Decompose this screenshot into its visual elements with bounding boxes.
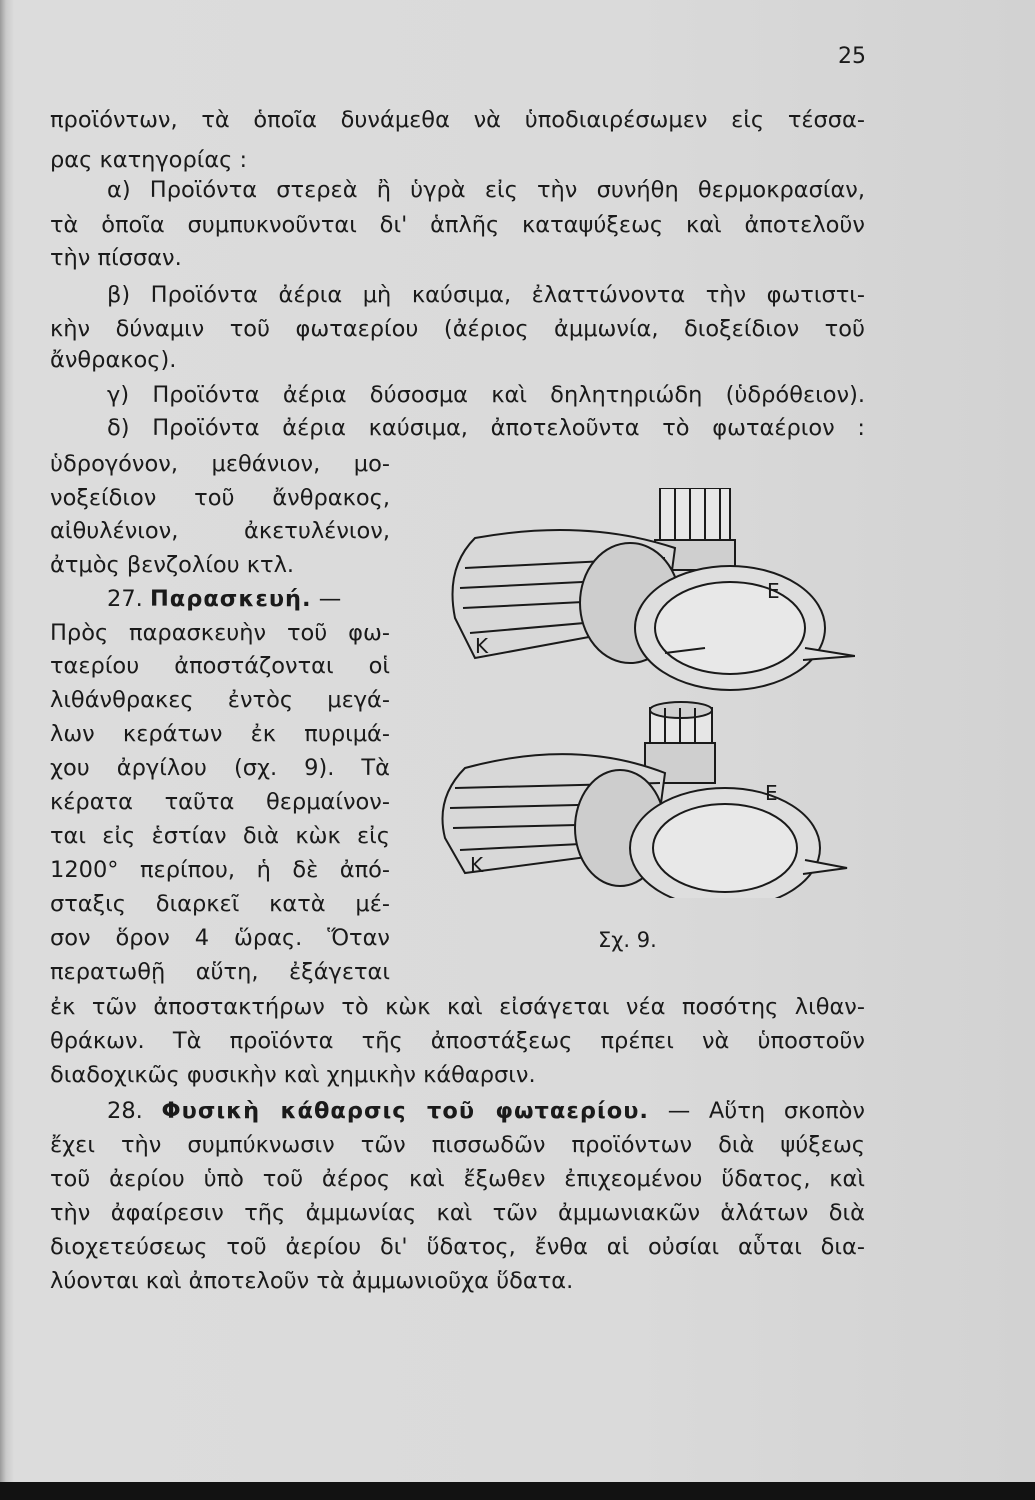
label-k-upper: Κ (475, 634, 489, 658)
text-line: περατωθῇ αὕτη, ἐξάγεται (50, 959, 390, 985)
text-line: ἀτμὸς βενζολίου κτλ. (50, 552, 295, 578)
text-line: διοχετεύσεως τοῦ ἀερίου δι' ὕδατος, ἔνθα αἱ οὐσίαι αὗται δια- (50, 1234, 865, 1260)
retort-illustration (435, 488, 855, 898)
scan-border (0, 1482, 1035, 1500)
text-line: γ) Προϊόντα ἀέρια δύσοσμα καὶ δηλητηριώδη (ὑδρόθειον). (107, 382, 865, 408)
text-line: τὴν πίσσαν. (50, 245, 182, 271)
heading-dash: — (311, 586, 342, 612)
text-line: ται εἰς ἑστίαν διὰ κὼκ εἰς (50, 823, 390, 849)
text-line: ἔχει τὴν συμπύκνωσιν τῶν πισσωδῶν προϊόντων διὰ ψύξεως (50, 1132, 865, 1158)
text-line: λύονται καὶ ἀποτελοῦν τὰ ἀμμωνιοῦχα ὕδατα. (50, 1268, 574, 1294)
text-line: Πρὸς παρασκευὴν τοῦ φω- (50, 620, 390, 646)
text-line: κὴν δύναμιν τοῦ φωταερίου (ἀέριος ἀμμωνία, διοξείδιον τοῦ (50, 316, 865, 342)
section-number: 28. (107, 1098, 143, 1124)
text-line: α) Προϊόντα στερεὰ ἢ ὑγρὰ εἰς τὴν συνήθη θερμοκρασίαν, (107, 177, 865, 203)
text-line: σταξις διαρκεῖ κατὰ μέ- (50, 891, 390, 917)
text-line: ἄνθρακος). (50, 347, 177, 373)
text-line: διαδοχικῶς φυσικὴν καὶ χημικὴν κάθαρσιν. (50, 1062, 536, 1088)
section-title: Παρασκευή. (149, 586, 312, 612)
text-line: κέρατα ταῦτα θερμαίνον- (50, 789, 390, 815)
text-line: χου ἀργίλου (σχ. 9). Τὰ (50, 755, 390, 781)
text-line: τὰ ὁποῖα συμπυκνοῦνται δι' ἁπλῆς καταψύξεως καὶ ἀποτελοῦν (50, 212, 865, 238)
page-number: 25 (838, 44, 866, 69)
label-k-lower: Κ (470, 853, 484, 877)
text-line: σον ὅρον 4 ὥρας. Ὅταν (50, 925, 390, 951)
section-27-heading (107, 584, 341, 614)
text-line: λων κεράτων ἐκ πυριμά- (50, 721, 390, 747)
text-line: τοῦ ἀερίου ὑπὸ τοῦ ἀέρος καὶ ἔξωθεν ἐπιχεομένου ὕδατος, καὶ (50, 1166, 865, 1192)
section-title: Φυσικὴ κάθαρσις τοῦ φωταερίου. (161, 1098, 649, 1124)
figure-caption: Σχ. 9. (598, 928, 657, 952)
text-line: 1200° περίπου, ἡ δὲ ἀπό- (50, 857, 390, 883)
label-e-lower: Ε (765, 781, 778, 805)
text-line: θράκων. Τὰ προϊόντα τῆς ἀποστάξεως πρέπει νὰ ὑποστοῦν (50, 1028, 865, 1054)
section-number: 27. (107, 586, 143, 612)
lower-retort (443, 702, 848, 898)
text-line: δ) Προϊόντα ἀέρια καύσιμα, ἀποτελοῦντα τὸ φωταέριον : (107, 415, 865, 441)
text-line: νοξείδιον τοῦ ἄνθρακος, (50, 485, 390, 511)
text-line: ὑδρογόνον, μεθάνιον, μο- (50, 451, 390, 477)
text-line: λιθάνθρακες ἐντὸς μεγά- (50, 687, 390, 713)
text-line: προϊόντων, τὰ ὁποῖα δυνάμεθα νὰ ὑποδιαιρέσωμεν εἰς τέσσα- (50, 107, 865, 133)
text-line: τὴν ἀφαίρεσιν τῆς ἀμμωνίας καὶ τῶν ἀμμωνιακῶν ἁλάτων διὰ (50, 1200, 865, 1226)
text-line: αἰθυλένιον, ἀκετυλένιον, (50, 518, 390, 544)
text-line: ρας κατηγορίας : (50, 147, 248, 173)
text-line: β) Προϊόντα ἀέρια μὴ καύσιμα, ἐλαττώνοντα τὴν φωτιστι- (107, 282, 865, 308)
upper-retort (453, 488, 856, 690)
text-line: ἐκ τῶν ἀποστακτήρων τὸ κὼκ καὶ εἰσάγεται νέα ποσότης λιθαν- (50, 994, 865, 1020)
label-e-upper: Ε (767, 579, 780, 603)
section-lead-text: — Αὕτη σκοπὸν (667, 1098, 866, 1124)
section-28-heading (107, 1096, 865, 1126)
text-line: ταερίου ἀποστάζονται οἱ (50, 653, 390, 679)
